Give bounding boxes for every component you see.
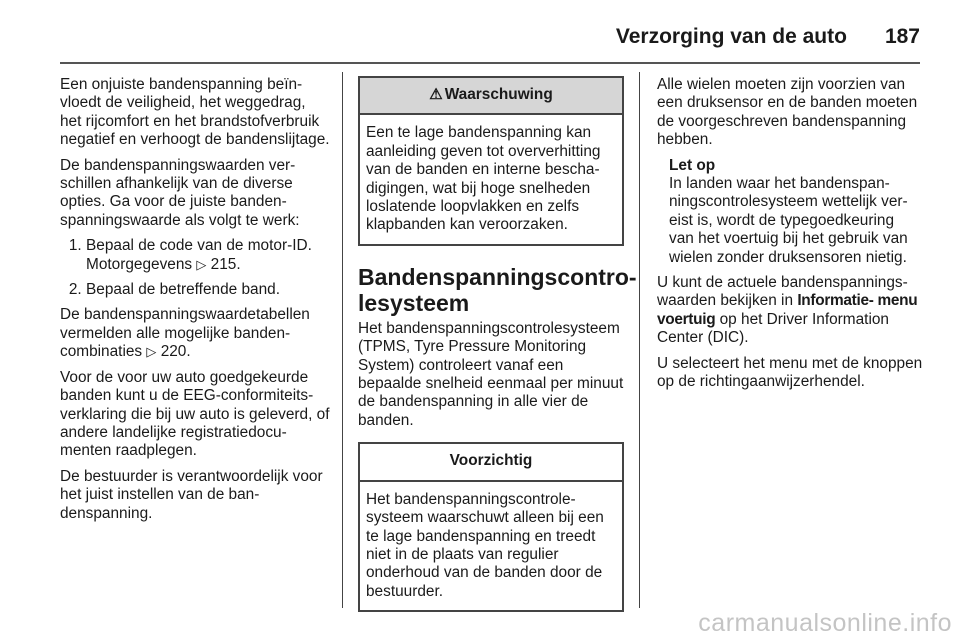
note-text: In landen waar het bandenspanningscontrolesysteem wettelijk vereist is, wordt de typegoedkeuring van het voertuig bij het gebruik van wielen zonder druksensoren nietig. [669,175,908,266]
steps-list [60,237,330,299]
list-item: 2. Bepaal de betreffende band. [86,281,330,299]
page-reference[interactable]: 220. [160,343,191,361]
paragraph: De bandenspanningswaardetabellen vermelden alle mogelijke bandencombinaties ▷ 220. [60,306,310,361]
note-box [657,157,923,267]
warning-header [360,78,622,115]
column-divider-2 [639,72,640,608]
paragraph: Alle wielen moeten zijn voorzien van een druksensor en de banden moeten de voorgeschreven bandenspanning hebben. [657,76,918,149]
paragraph: Voor de voor uw auto goedgekeurde banden kunt u de EEG-conformiteitsverklaring die bij uw auto is geleverd, of andere landelijke registratiedocumenten raadplegen. [60,368,330,460]
warning-box [358,76,624,246]
note-label: Let op [669,156,716,174]
watermark: carmanualsonline.info [698,609,952,637]
page-header [60,14,920,60]
paragraph: De bestuurder is verantwoordelijk voor het juist instellen van de bandenspanning. [60,467,323,522]
arrow-right-icon: ▷ [196,256,207,272]
caution-body: Het bandenspanningscontrolesysteem waarschuwt alleen bij een te lage bandenspanning en treedt niet in de plaats van regulier onderhoud van de banden door de bestuurder. [366,490,604,600]
list-item: 1. Bepaal de code van de motor-ID. Motorgegevens ▷ 215. [86,237,330,274]
paragraph: U selecteert het menu met de knoppen op de richtingaanwijzerhendel. [657,354,923,391]
page-title: Verzorging van de auto [615,25,847,48]
column-2 [358,76,637,612]
paragraph: Een onjuiste bandenspanning beïnvloedt de veiligheid, het weggedrag, het rijcomfort en het brandstofverbruik negatief en verhoogt de bandenslijtage. [60,76,330,149]
page-number: 187 [884,25,920,48]
caution-box [358,442,624,612]
paragraph: Het bandenspanningscontrolesysteem (TPMS, Tyre Pressure Monitoring System) controleert vanaf een bepaalde snelheid eenmaal per minuut de bandenspanning in alle vier de banden. [358,319,624,429]
paragraph: De bandenspanningswaarden verschillen afhankelijk van de diverse opties. Ga voor de juiste bandenspanningswaarde als volgt te werk: [60,156,300,229]
column-3 [657,76,923,399]
warning-triangle-icon: ⚠ [429,86,443,103]
column-divider-1 [342,72,343,608]
page-reference[interactable]: 215. [210,255,241,273]
section-heading: Bandenspanningscontrolesysteem [358,263,637,316]
arrow-right-icon: ▷ [146,344,157,360]
warning-title: Waarschuwing [444,86,553,103]
menu-name: Informatie- menu voertuig [657,292,918,328]
warning-body: Een te lage bandenspanning kan aanleiding geven tot oververhitting van de banden en interne beschadigingen, wat bij hoge snelheden loslatende loopvlakken en zelfs klapbanden kan veroorzaken. [366,124,601,234]
header-rule [60,62,920,64]
paragraph: U kunt de actuele bandenspanningswaarden bekijken in Informatie- menu voertuig op het Driver Information Center (DIC). [657,274,918,347]
column-1 [60,76,330,530]
caution-header: Voorzichtig [360,444,622,481]
